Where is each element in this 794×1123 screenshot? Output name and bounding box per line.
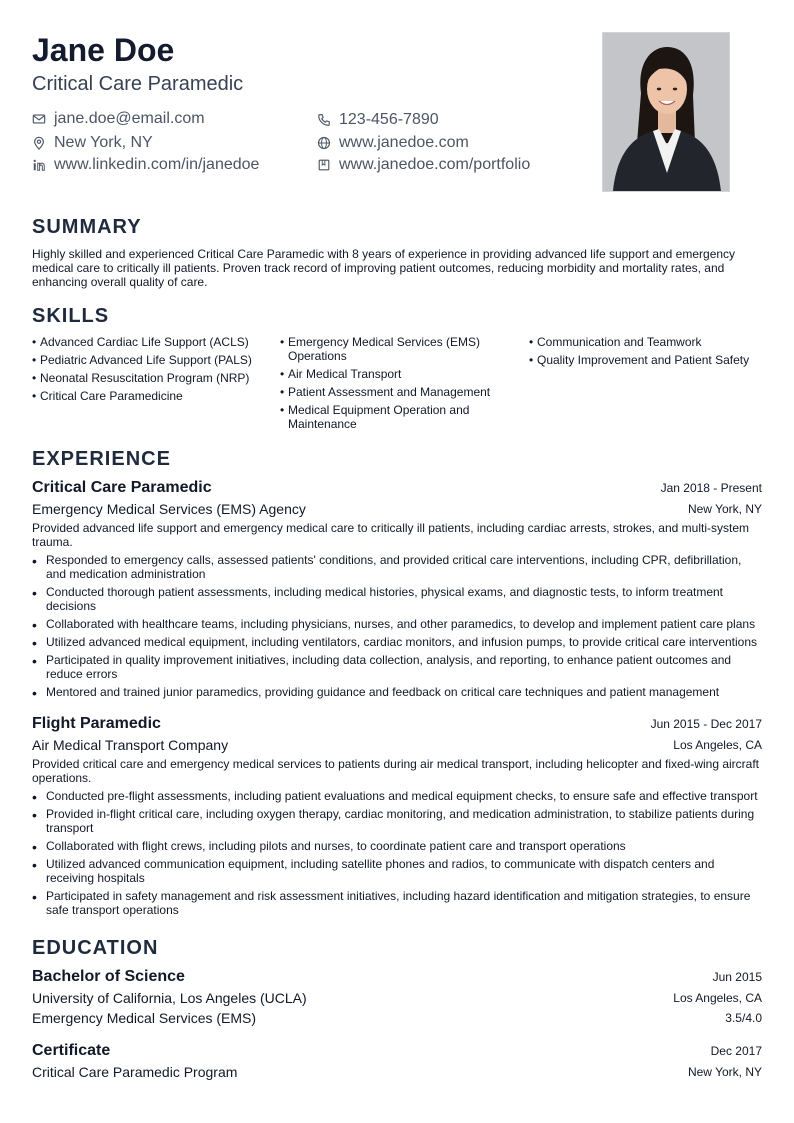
bullet-item: • Utilized advanced communication equipment, including satellite phones and radios, to communicate with dispatch centers and receiving hospitals [32,857,762,885]
skill-item: • Patient Assessment and Management [280,385,516,399]
email-text: jane.doe@email.com [54,110,205,127]
bullet-item: • Responded to emergency calls, assessed patients' conditions, and provided critical care interventions, including CPR, defibrillation, and medication administration [32,553,762,581]
job-date: Jun 2015 - Dec 2017 [650,717,762,731]
school-location: Los Angeles, CA [673,991,762,1005]
location-text: New York, NY [54,134,153,151]
job-bullets [32,789,762,921]
contact-location [32,133,153,153]
skill-item: • Quality Improvement and Patient Safety [529,353,765,367]
skills-column-1 [32,335,268,407]
skill-item: • Advanced Cardiac Life Support (ACLS) [32,335,268,349]
job-date: Jan 2018 - Present [660,481,762,495]
skill-item: • Neonatal Resuscitation Program (NRP) [32,371,268,385]
bullet-item: • Mentored and trained junior paramedics, providing guidance and feedback on critical care techniques and patient management [32,685,762,699]
skill-item: • Medical Equipment Operation and Maintenance [280,403,516,431]
degree-title: Bachelor of Science [32,968,185,985]
contact-phone[interactable] [317,110,439,130]
bullet-item: • Conducted thorough patient assessments, including medical histories, physical exams, and diagnostic tests, to inform treatment decisions [32,585,762,613]
skill-item: • Critical Care Paramedicine [32,389,268,403]
job-organization: Emergency Medical Services (EMS) Agency [32,501,306,517]
school-name: University of California, Los Angeles (UCLA) [32,990,307,1006]
bullet-item: • Collaborated with healthcare teams, including physicians, nurses, and other paramedics, to develop and implement patient care plans [32,617,762,631]
contact-website[interactable] [317,133,469,153]
bullet-item: • Utilized advanced medical equipment, including ventilators, cardiac monitors, and infusion pumps, to provide critical care interventions [32,635,762,649]
degree-title: Certificate [32,1042,111,1059]
contact-linkedin[interactable] [32,155,259,175]
school-name: Critical Care Paramedic Program [32,1064,238,1080]
job-bullets [32,553,762,703]
bullet-item: • Participated in safety management and risk assessment initiatives, including hazard identification and mitigation strategies, to ensure safe transport operations [32,889,762,917]
phone-icon [317,113,331,127]
experience-heading: EXPERIENCE [32,448,171,470]
bullet-item: • Provided in-flight critical care, including oxygen therapy, cardiac monitoring, and medication administration, to stabilize patients during transport [32,807,762,835]
linkedin-icon [32,158,46,172]
education-heading: EDUCATION [32,937,159,959]
degree-date: Jun 2015 [712,970,762,984]
candidate-name: Jane Doe [32,32,175,68]
portfolio-icon [317,158,331,172]
job-title: Critical Care Paramedic [32,479,212,496]
skills-column-2 [280,335,516,435]
school-location: New York, NY [687,1065,762,1079]
job-location: Los Angeles, CA [673,738,762,752]
contact-portfolio[interactable] [317,155,530,175]
job-description: Provided critical care and emergency medical services to patients during air medical transport, including helicopter and fixed-wing aircraft operations. [32,757,760,785]
skills-heading: SKILLS [32,305,110,327]
job-title: Flight Paramedic [32,715,161,732]
skill-item: • Pediatric Advanced Life Support (PALS) [32,353,268,367]
skill-item: • Emergency Medical Services (EMS) Operations [280,335,516,363]
globe-icon [317,136,331,150]
skill-item: • Air Medical Transport [280,367,516,381]
summary-heading: SUMMARY [32,216,142,238]
gpa: 3.5/4.0 [725,1011,762,1025]
skills-column-3 [529,335,765,371]
portfolio-text: www.janedoe.com/portfolio [339,156,531,173]
mail-icon [32,112,46,126]
bullet-item: • Conducted pre-flight assessments, including patient evaluations and medical equipment checks, to ensure safe and effective transport [32,789,762,803]
bullet-item: • Participated in quality improvement initiatives, including data collection, analysis, and reporting, to enhance patient outcomes and reduce errors [32,653,762,681]
website-text: www.janedoe.com [339,134,469,151]
skill-item: • Communication and Teamwork [529,335,765,349]
job-organization: Air Medical Transport Company [32,737,229,753]
job-location: New York, NY [687,502,762,516]
avatar-illustration [603,33,729,191]
candidate-title: Critical Care Paramedic [32,73,244,95]
summary-text: Highly skilled and experienced Critical Care Paramedic with 8 years of experience in providing advanced life support and emergency medical care to critically ill patients. Proven track record of improving patient outcomes, reducing morbidity and mortality rates, and enhancing overall quality of care. [32,247,736,289]
bullet-item: • Collaborated with flight crews, including pilots and nurses, to coordinate patient care and transport operations [32,839,762,853]
job-description: Provided advanced life support and emergency medical care to critically ill patients, including cardiac arrests, strokes, and multi-system trauma. [32,521,749,549]
profile-photo [602,32,730,192]
contact-email[interactable] [32,109,205,129]
degree-date: Dec 2017 [710,1044,762,1058]
location-pin-icon [32,136,46,150]
phone-text: 123-456-7890 [339,111,439,128]
field-of-study: Emergency Medical Services (EMS) [32,1010,257,1026]
linkedin-text: www.linkedin.com/in/janedoe [54,156,260,173]
